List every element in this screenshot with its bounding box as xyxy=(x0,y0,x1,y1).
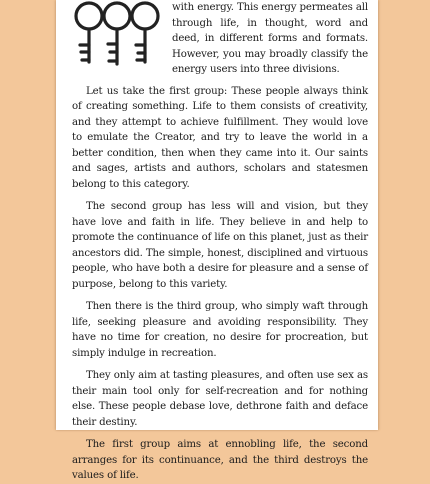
book-page xyxy=(56,0,378,481)
paragraph-summary: The first group aims at ennobling life, the second arranges for its continuance, and the third destroys the values of life. xyxy=(72,439,368,481)
paragraph-first-group: Let us take the first group: These people always think of creating something. Life to them consists of creativity, and they attempt to achieve fulfillment. They would love to emulate the Creator, and try to leave the world in a better condition, then when they came into it. Our saints and sages, artists and authors, scholars and statesmen belong to this category. xyxy=(72,85,368,190)
intro-paragraph: with energy. This energy permeates all through life, in thought, word and deed, in different forms and formats. However, you may broadly classify the energy users into three divisions. xyxy=(172,2,368,75)
paragraph-third-group: Then there is the third group, who simply waft through life, seeking pleasure and avoiding responsibility. They have no time for creation, no desire for procreation, but simply indulge in recreation. xyxy=(72,301,368,359)
paragraph-pleasures: They only aim at tasting pleasures, and often use sex as their main tool only for self-recreation and for nothing else. These people debase love, dethrone faith and deface their destiny. xyxy=(72,370,368,428)
body-text xyxy=(72,0,368,484)
paragraph-second-group: The second group has less will and vision, but they have love and faith in life. They believe in and help to promote the continuance of life on this planet, just as their ancestors did. The simple, honest, disciplined and virtuous people, who have both a desire for pleasure and a sense of purpose, belong to this variety. xyxy=(72,201,368,290)
